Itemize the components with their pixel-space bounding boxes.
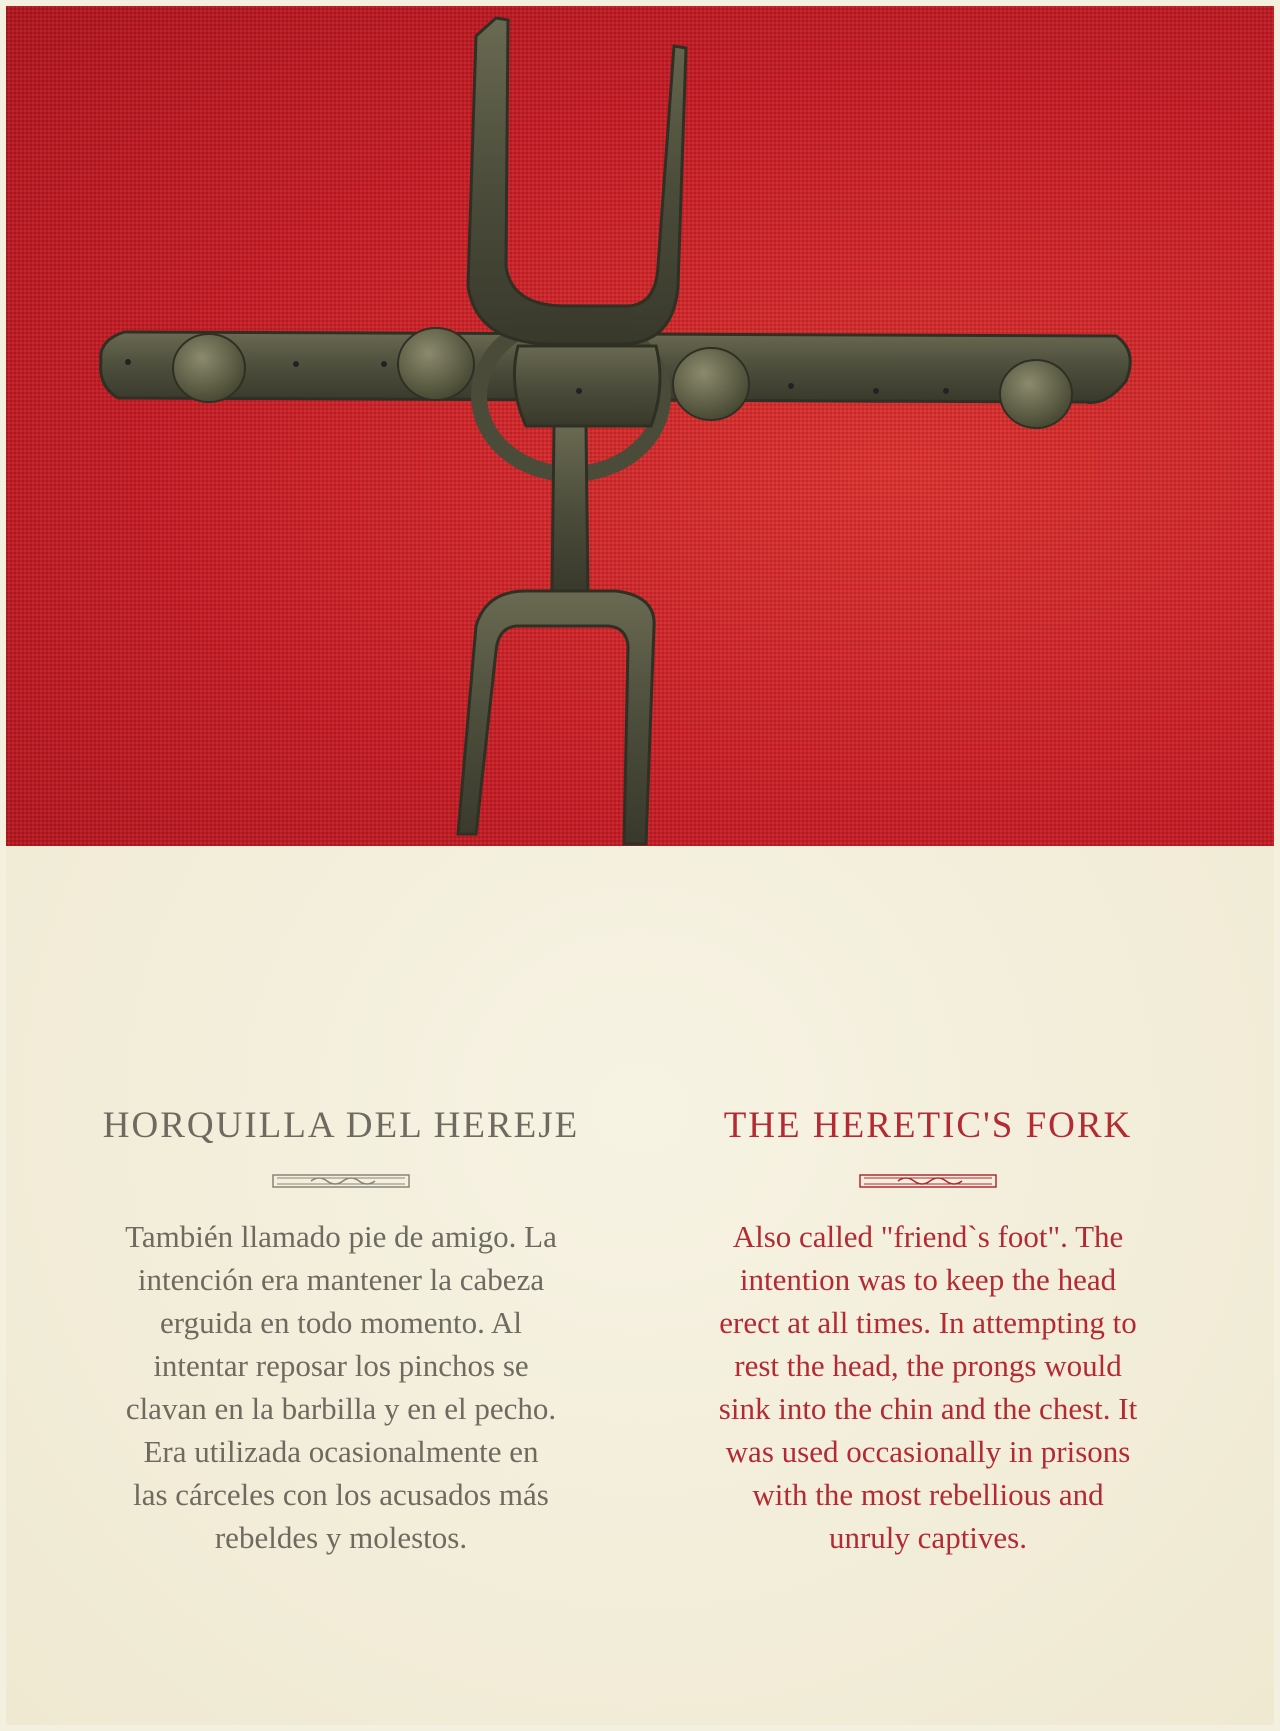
english-line: Also called "friend`s foot". The [732, 1219, 1124, 1254]
spanish-title: HORQUILLA DEL HEREJE [102, 1105, 580, 1146]
spanish-line: intención era mantener la cabeza [137, 1262, 545, 1297]
collar [514, 346, 660, 426]
fork-stem [552, 426, 588, 591]
english-line: rest the head, the prongs would [734, 1348, 1122, 1383]
ornament-divider-icon [271, 1173, 411, 1189]
spanish-description [61, 1215, 621, 1559]
heretic-fork-illustration [6, 6, 1274, 846]
english-title: THE HERETIC'S FORK [723, 1105, 1133, 1146]
english-line: erect at all times. In attempting to [719, 1305, 1137, 1340]
english-column [648, 1101, 1208, 1559]
rivet [398, 328, 474, 400]
lower-fork [458, 591, 654, 844]
rivet [1000, 360, 1072, 428]
english-line: sink into the chin and the chest. It [718, 1391, 1138, 1426]
english-line: unruly captives. [828, 1520, 1027, 1555]
english-line: with the most rebellious and [752, 1477, 1104, 1512]
english-description [648, 1215, 1208, 1559]
museum-placard [6, 846, 1274, 1725]
spanish-line: También llamado pie de amigo. La [125, 1219, 557, 1254]
english-line: was used occasionally in prisons [725, 1434, 1131, 1469]
spanish-line: erguida en todo momento. Al [160, 1305, 522, 1340]
artifact-photo [6, 6, 1274, 846]
ornament-divider-icon [858, 1173, 998, 1189]
spanish-column [61, 1101, 621, 1559]
rivet [673, 348, 749, 420]
spanish-line: intentar reposar los pinchos se [153, 1348, 529, 1383]
rivet [173, 334, 245, 402]
spanish-line: rebeldes y molestos. [214, 1520, 468, 1555]
spanish-line: clavan en la barbilla y en el pecho. [125, 1391, 557, 1426]
spanish-line: Era utilizada ocasionalmente en [143, 1434, 539, 1469]
upper-fork [468, 18, 686, 344]
english-line: intention was to keep the head [739, 1262, 1117, 1297]
spanish-line: las cárceles con los acusados más [133, 1477, 549, 1512]
